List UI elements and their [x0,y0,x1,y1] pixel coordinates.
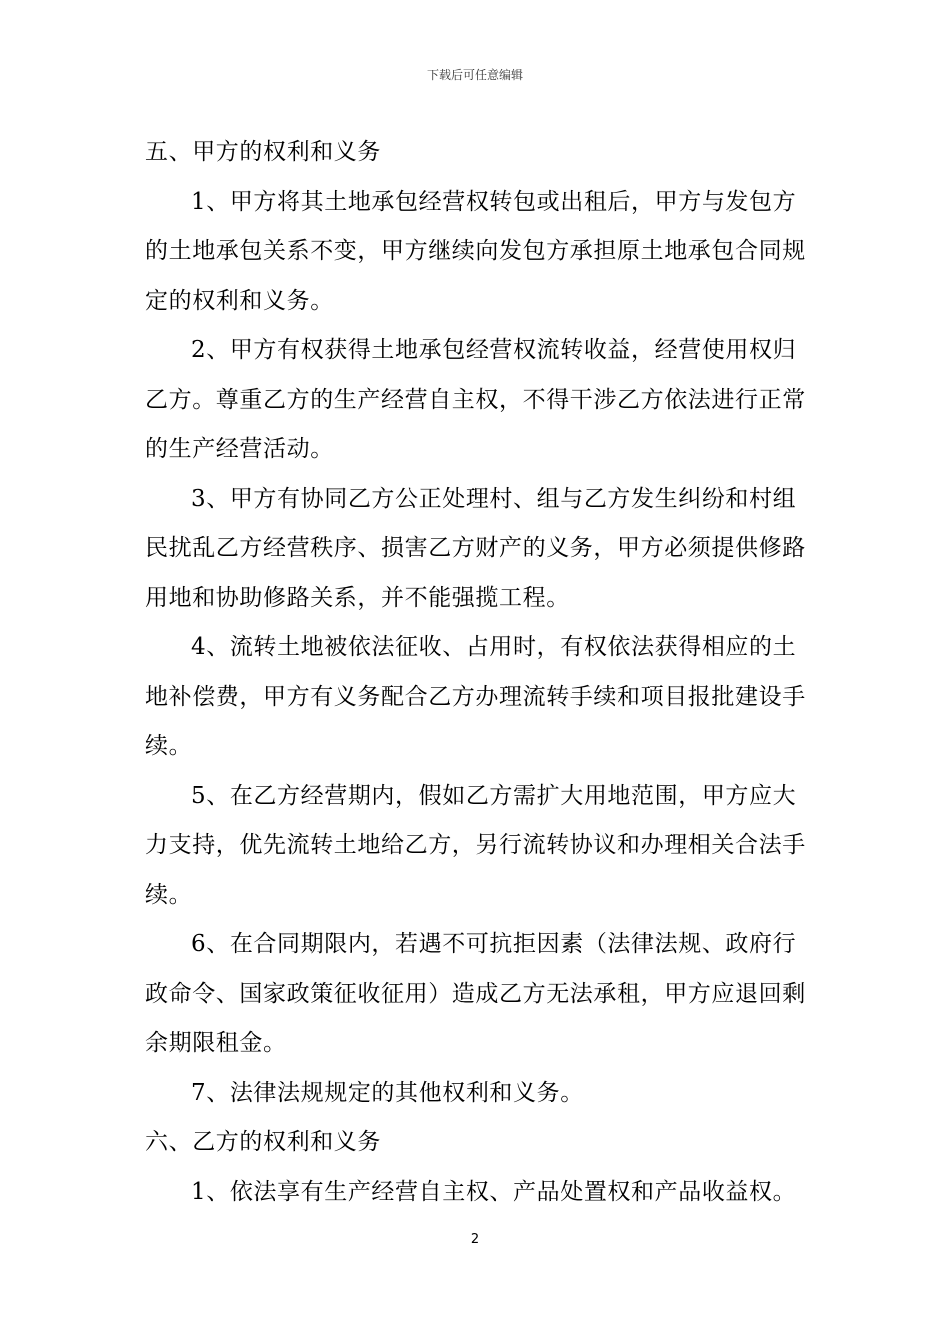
clause-paragraph: 6、在合同期限内，若遇不可抗拒因素（法律法规、政府行政命令、国家政策征收征用）造成乙方无法承租，甲方应退回剩余期限租金。 [145,931,806,1056]
page-header: 下载后可任意编辑 [426,68,523,82]
clause-paragraph: 4、流转土地被依法征收、占用时，有权依法获得相应的土地补偿费，甲方有义务配合乙方办理流转手续和项目报批建设手续。 [145,634,806,759]
clause-paragraph: 1、甲方将其土地承包经营权转包或出租后，甲方与发包方的土地承包关系不变，甲方继续向发包方承担原土地承包合同规定的权利和义务。 [145,188,806,314]
document-body [145,128,807,1217]
clause-paragraph: 2、甲方有权获得土地承包经营权流转收益，经营使用权归乙方。尊重乙方的生产经营自主权，不得干涉乙方依法进行正常的生产经营活动。 [145,337,806,462]
clause-paragraph: 7、法律法规规定的其他权利和义务。 [191,1079,584,1106]
clause-paragraph: 3、甲方有协同乙方公正处理村、组与乙方发生纠纷和村组民扰乱乙方经营秩序、损害乙方财产的义务，甲方必须提供修路用地和协助修路关系，并不能强揽工程。 [145,485,806,611]
clause-paragraph: 1、依法享有生产经营自主权、产品处置权和产品收益权。 [191,1178,797,1205]
clause-paragraph: 5、在乙方经营期内，假如乙方需扩大用地范围，甲方应大力支持，优先流转土地给乙方，另行流转协议和办理相关合法手续。 [145,782,806,908]
page-number: 2 [470,1232,480,1247]
section-heading-rights-party-b: 六、乙方的权利和义务 [145,1129,381,1155]
section-heading-rights-party-a: 五、甲方的权利和义务 [145,139,381,165]
